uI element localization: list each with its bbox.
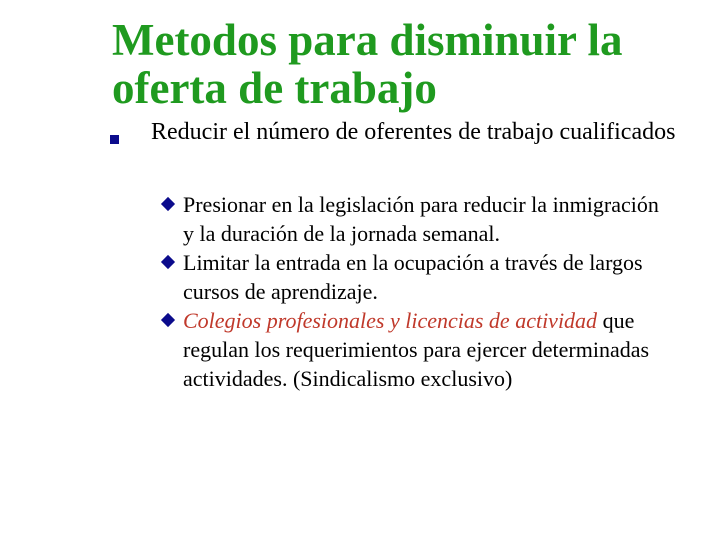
diamond-bullet-icon: [161, 255, 175, 269]
square-bullet-icon: [110, 135, 119, 144]
sub-point-2-text: Limitar la entrada en la ocupación a través de largos cursos de aprendizaje.: [183, 250, 643, 304]
main-point-text: Reducir el número de oferentes de trabajo cualificados: [151, 119, 676, 145]
emphasis-licencias: licencias de actividad: [405, 308, 598, 333]
sub-point-3: [160, 306, 670, 393]
title-line-1: Metodos para disminuir la: [112, 15, 623, 65]
diamond-bullet-icon: [161, 197, 175, 211]
title-line-2: oferta de trabajo: [112, 63, 437, 113]
diamond-bullet-icon: [161, 313, 175, 327]
emphasis-colegios: Colegios profesionales: [183, 308, 385, 333]
emphasis-connector: y: [384, 308, 406, 333]
sub-point-list: [160, 190, 670, 393]
sub-point-1: [160, 190, 670, 248]
sub-point-2: [160, 248, 670, 306]
sub-point-1-text: Presionar en la legislación para reducir la inmigración y la duración de la jornada semanal.: [183, 192, 659, 246]
slide-title: [112, 16, 702, 112]
sub-point-3-text: que regulan los requerimientos para ejercer determinadas actividades. (Sindicalismo exclusivo): [183, 308, 650, 391]
